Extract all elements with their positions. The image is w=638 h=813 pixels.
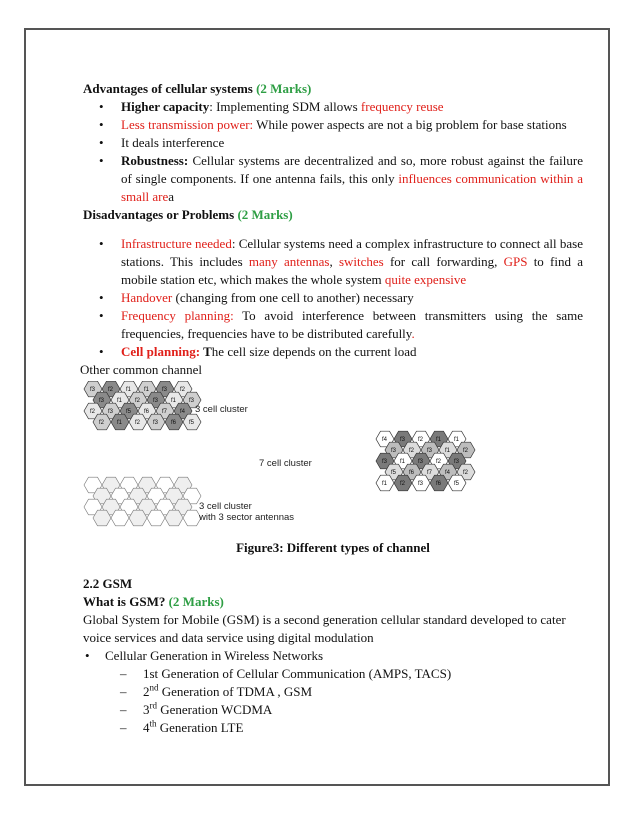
- list-item: – 1st Generation of Cellular Communication (AMPS, TACS): [83, 665, 583, 683]
- hex-label: f1: [436, 437, 442, 443]
- hex-label: f2: [108, 387, 114, 393]
- hex-label: f6: [409, 470, 415, 476]
- label-7-cell-cluster: 7 cell cluster: [259, 458, 312, 469]
- disadvantages-list: [83, 235, 583, 361]
- hex-label: f6: [171, 420, 177, 426]
- list-item: • Frequency planning: To avoid interference between transmitters using the same frequencies, frequencies have to be distributed carefully.: [83, 307, 583, 343]
- advantages-heading: Advantages of cellular systems (2 Marks): [83, 81, 312, 96]
- hex-label: f2: [436, 459, 442, 465]
- hex-label: f1: [445, 448, 451, 454]
- hex-label: f3: [90, 387, 96, 393]
- hex-label: f2: [135, 398, 141, 404]
- list-item: – 2nd Generation of TDMA , GSM: [83, 683, 583, 701]
- hex-label: f3: [162, 387, 168, 393]
- hex-label: f7: [162, 409, 168, 415]
- list-item: – 4th Generation LTE: [83, 719, 583, 737]
- hex-label: f2: [463, 470, 469, 476]
- hex-label: f5: [391, 470, 397, 476]
- hex-label: f1: [400, 459, 406, 465]
- hex-label: f5: [126, 409, 132, 415]
- hex-label: f1: [454, 437, 460, 443]
- hex-label: f3: [108, 409, 114, 415]
- hex-label: f1: [382, 481, 388, 487]
- gsm-question: What is GSM? (2 Marks): [83, 594, 224, 609]
- three-cell-cluster-hexes: [84, 381, 201, 430]
- section-title: 2.2 GSM: [83, 576, 133, 591]
- hex-label: f3: [382, 459, 388, 465]
- gsm-definition: Global System for Mobile (GSM) is a second generation cellular standard developed to cater voice services and data service using digital modulation: [83, 612, 566, 645]
- hex-label: f1: [126, 387, 132, 393]
- list-item: • Infrastructure needed: Cellular systems need a complex infrastructure to connect all base stations. This includes many antennas, switches for call forwarding, GPS to find a mobile station etc, which makes the whole system quite expensive: [83, 235, 583, 289]
- generation-bullet: • Cellular Generation in Wireless Networks: [85, 648, 324, 663]
- list-item: – 3rd Generation WCDMA: [83, 701, 583, 719]
- hex-label: f2: [400, 481, 406, 487]
- list-item: • Higher capacity: Implementing SDM allows frequency reuse: [83, 98, 583, 116]
- generation-list: [83, 665, 583, 737]
- list-item: • Cell planning: The cell size depends on the current load: [83, 343, 583, 361]
- hex-label: f1: [117, 420, 123, 426]
- hex-label: f2: [418, 437, 424, 443]
- disadvantages-heading: Disadvantages or Problems (2 Marks): [83, 207, 293, 222]
- hex-label: f2: [180, 387, 186, 393]
- hex-label: f2: [409, 448, 415, 454]
- hex-label: f4: [445, 470, 451, 476]
- figure-caption: Figure3: Different types of channel: [236, 540, 430, 555]
- hex-label: f3: [153, 398, 159, 404]
- sector-cluster-hexes: [84, 477, 201, 526]
- list-item: • Less transmission power: While power aspects are not a big problem for base stations: [83, 116, 583, 134]
- hex-label: f4: [382, 437, 388, 443]
- hex-label: f5: [189, 420, 195, 426]
- hex-label: f3: [427, 448, 433, 454]
- hex-label: f4: [180, 409, 186, 415]
- advantages-list: [83, 98, 583, 206]
- hex-label: f3: [418, 481, 424, 487]
- hex-label: f3: [400, 437, 406, 443]
- list-item: • It deals interference: [83, 134, 583, 152]
- hex-label: f1: [117, 398, 123, 404]
- list-item: • Robustness: Cellular systems are decentralized and so, more robust against the failure of single components. If one antenna fails, this only influences communication within a small area: [83, 152, 583, 206]
- hex-label: f2: [463, 448, 469, 454]
- label-sector-cluster-2: with 3 sector antennas: [199, 512, 295, 523]
- document-body: [80, 80, 583, 737]
- hex-label: f7: [427, 470, 433, 476]
- hex-label: f3: [99, 398, 105, 404]
- hex-label: f5: [454, 481, 460, 487]
- hex-label: f6: [436, 481, 442, 487]
- hex-label: f1: [171, 398, 177, 404]
- cluster-figure: [83, 379, 583, 539]
- label-3-cell-cluster: 3 cell cluster: [195, 404, 248, 415]
- list-item: • Handover (changing from one cell to another) necessary: [83, 289, 583, 307]
- hex-label: f6: [144, 409, 150, 415]
- label-sector-cluster-1: 3 cell cluster: [199, 501, 252, 512]
- cluster-diagram: [73, 381, 513, 541]
- hex-label: f2: [90, 409, 96, 415]
- other-channel-text: Other common channel: [80, 362, 203, 377]
- hex-label: f3: [391, 448, 397, 454]
- seven-cell-cluster-hexes: [376, 431, 475, 491]
- hex-label: f2: [99, 420, 105, 426]
- hex-label: f1: [144, 387, 150, 393]
- hex-label: f2: [135, 420, 141, 426]
- hex-label: f3: [189, 398, 195, 404]
- hex-label: f3: [454, 459, 460, 465]
- hex-label: f3: [153, 420, 159, 426]
- hex-label: f3: [418, 459, 424, 465]
